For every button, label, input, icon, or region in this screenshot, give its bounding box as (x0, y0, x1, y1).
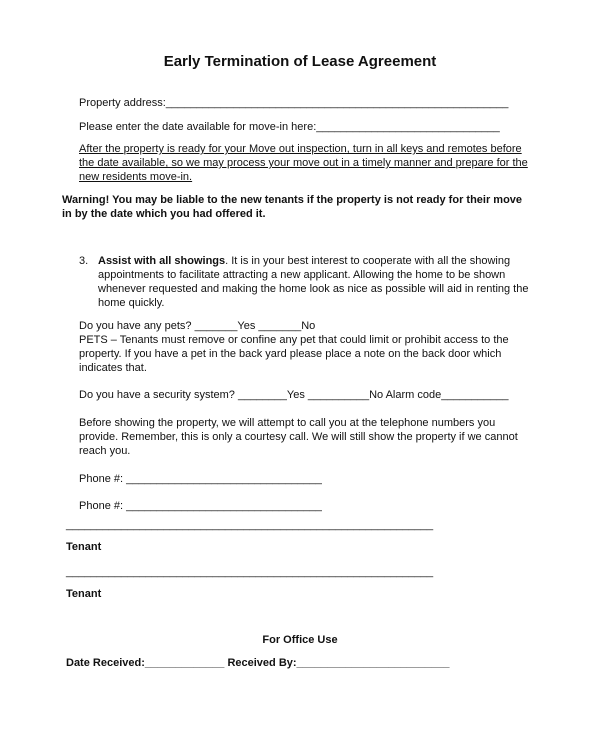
move-in-date-field[interactable]: Please enter the date available for move-in here:______________________________ (79, 121, 500, 133)
item-3-line: whenever requested and making the home look as nice as possible will aid in renting the (98, 283, 529, 295)
item-3-line: home quickly. (98, 297, 165, 309)
showing-line: provide. Remember, this is only a courtesy call. We will still show the property if we cannot (79, 431, 518, 443)
date-received-field[interactable]: Date Received:_____________ Received By:_________________________ (66, 657, 450, 669)
warning-line: Warning! You may be liable to the new tenants if the property is not ready for their move (62, 194, 523, 206)
showing-line: Before showing the property, we will attempt to call you at the telephone numbers you (79, 417, 496, 429)
inspection-line: After the property is ready for your Move out inspection, turn in all keys and remotes before (79, 143, 522, 155)
item-3-first-line (98, 255, 510, 268)
document-title: Early Termination of Lease Agreement (163, 53, 437, 70)
property-address-field[interactable]: Property address:________________________________________________________ (79, 97, 509, 109)
inspection-line: new residents move-in. (79, 171, 193, 183)
office-use-heading: For Office Use (262, 634, 338, 646)
item-3-line: appointments to facilitate attracting a new applicant. Allowing the home to be shown (98, 269, 506, 281)
security-question[interactable]: Do you have a security system? ________Yes __________No Alarm code___________ (79, 389, 509, 401)
pets-line: indicates that. (79, 362, 147, 374)
tenant-signature-line-2[interactable]: ____________________________________________________________ (66, 566, 434, 578)
pets-line: property. If you have a pet in the back yard please place a note on the back door which (79, 348, 502, 360)
phone-field-1[interactable]: Phone #: ________________________________ (79, 473, 322, 485)
inspection-line: the date available, so we may process your move out in a timely manner and prepare for the (79, 157, 528, 169)
pets-question[interactable]: Do you have any pets? _______Yes _______No (79, 320, 316, 332)
item-3-text: . It is in your best interest to cooperate with all the showing (225, 255, 511, 267)
warning-line: in by the date which you had offered it. (62, 208, 266, 220)
pets-line: PETS – Tenants must remove or confine any pet that could limit or prohibit access to the (79, 334, 509, 346)
tenant-signature-line-1[interactable]: ____________________________________________________________ (66, 519, 434, 531)
showing-line: reach you. (79, 445, 131, 457)
phone-field-2[interactable]: Phone #: ________________________________ (79, 500, 322, 512)
tenant-label: Tenant (66, 541, 102, 553)
item-3-heading: Assist with all showings (98, 255, 226, 267)
item-number: 3. (79, 255, 89, 267)
tenant-label: Tenant (66, 588, 102, 600)
